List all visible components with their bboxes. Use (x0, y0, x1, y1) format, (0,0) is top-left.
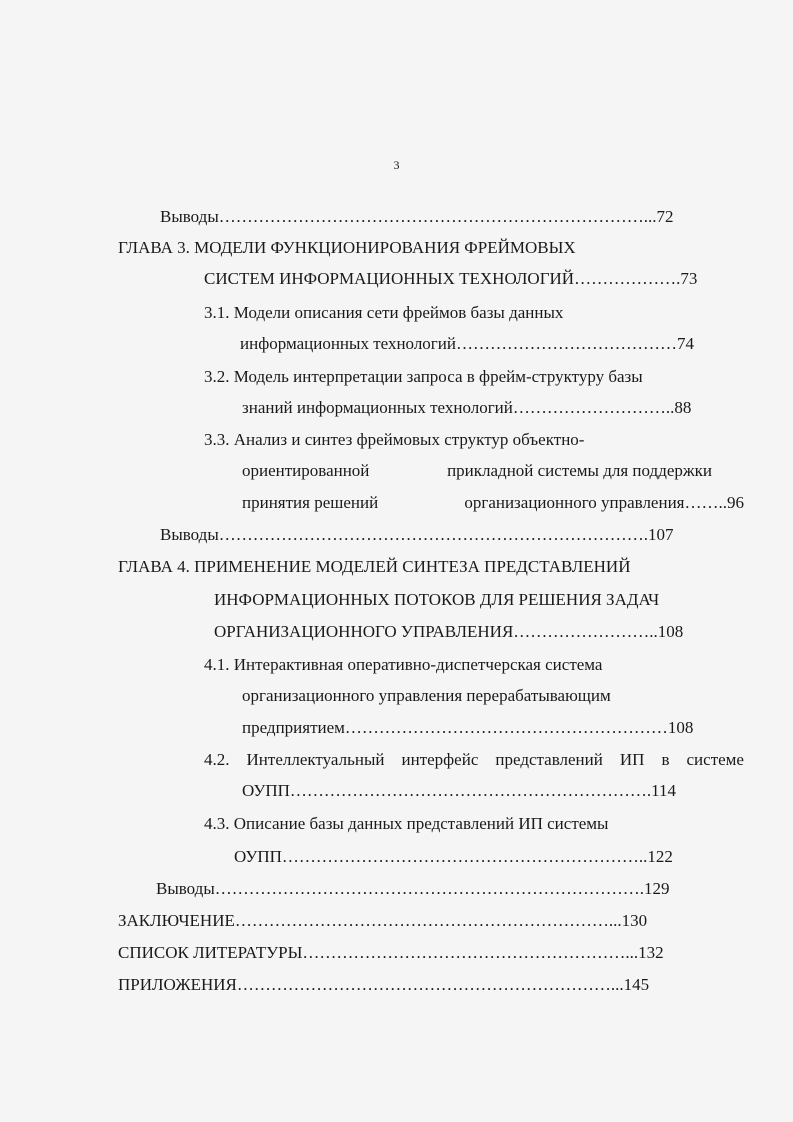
toc-chapter-4-title-line-1 (118, 555, 630, 579)
toc-entry-text: ПРИЛОЖЕНИЯ…………………………………………………………...145 (118, 975, 650, 994)
toc-entry-text: ЗАКЛЮЧЕНИЕ…………………………………………………………...130 (118, 911, 648, 930)
toc-entry-text: прикладной системы для поддержки (447, 461, 712, 480)
toc-entry-text: ОРГАНИЗАЦИОННОГО УПРАВЛЕНИЯ……………………..108 (214, 622, 684, 641)
toc-section-4-3-line-1 (204, 812, 608, 836)
toc-entry-text: знаний информационных технологий………………………..88 (242, 398, 692, 417)
toc-entry-vyvody-ch2 (160, 205, 746, 229)
page-number: 3 (393, 158, 400, 172)
toc-entry-text: системе (686, 750, 744, 769)
toc-entry-text: 3.3. Анализ и синтез фреймовых структур объектно- (204, 430, 585, 449)
toc-entry-text: ОУПП………………………………………………………..122 (234, 847, 673, 866)
toc-entry-text: организационного управления перерабатывающим (242, 686, 611, 705)
toc-entry-text: 4.3. Описание базы данных представлений ИП системы (204, 814, 609, 833)
toc-chapter-4-title-line-3 (214, 620, 683, 644)
toc-section-3-1-line-1 (204, 301, 563, 325)
toc-entry-vyvody-ch3 (160, 523, 674, 547)
toc-section-4-1-line-3 (242, 716, 693, 740)
toc-chapter-3-title-line-1 (118, 236, 576, 260)
toc-entry-text: информационных технологий…………………………………74 (240, 334, 694, 353)
toc-section-3-3-line-2 (242, 459, 712, 483)
toc-entry-text: Выводы………………………………………………………………….129 (156, 879, 670, 898)
toc-chapter-3-title-line-2 (204, 267, 697, 291)
toc-section-3-3-line-3 (242, 491, 744, 515)
toc-entry-conclusion (118, 909, 647, 933)
toc-entry-text: Интеллектуальный (246, 750, 385, 769)
toc-entry-text: СИСТЕМ ИНФОРМАЦИОННЫХ ТЕХНОЛОГИЙ……………….73 (204, 269, 698, 288)
toc-entry-text: Выводы…………………………………………………………………...72 (160, 207, 674, 226)
toc-section-4-3-line-2 (234, 845, 673, 869)
toc-section-3-2-line-2 (242, 396, 691, 420)
toc-entry-text: предприятием…………………………………………………108 (242, 718, 694, 737)
toc-entry-vyvody-ch4 (156, 877, 670, 901)
toc-entry-text: ИНФОРМАЦИОННЫХ ПОТОКОВ ДЛЯ РЕШЕНИЯ ЗАДАЧ (214, 590, 660, 609)
toc-entry-text: 4.1. Интерактивная оперативно-диспетчерская система (204, 655, 603, 674)
toc-entry-text: ГЛАВА 4. ПРИМЕНЕНИЕ МОДЕЛЕЙ СИНТЕЗА ПРЕДСТАВЛЕНИЙ (118, 557, 631, 576)
toc-entry-text: ИП (619, 750, 645, 769)
toc-entry-text: 4.2. (204, 750, 230, 769)
toc-entry-text: ОУПП……………………………………………………….114 (242, 781, 677, 800)
toc-section-3-2-line-1 (204, 365, 643, 389)
toc-section-4-2-line-1 (204, 748, 744, 772)
toc-section-3-1-line-2 (240, 332, 694, 356)
toc-entry-text: 3.1. Модели описания сети фреймов базы данных (204, 303, 564, 322)
toc-entry-text: ГЛАВА 3. МОДЕЛИ ФУНКЦИОНИРОВАНИЯ ФРЕЙМОВЫХ (118, 238, 576, 257)
toc-section-4-1-line-2 (242, 684, 611, 708)
toc-entry-text: представлений (495, 750, 603, 769)
toc-entry-text: Выводы………………………………………………………………….107 (160, 525, 674, 544)
toc-entry-appendices (118, 973, 649, 997)
toc-section-3-3-line-1 (204, 428, 584, 452)
toc-entry-text: принятия решений (242, 493, 379, 512)
toc-entry-text: СПИСОК ЛИТЕРАТУРЫ…………………………………………………...132 (118, 943, 664, 962)
toc-entry-text: в (661, 750, 670, 769)
toc-entry-text: ориентированной (242, 461, 370, 480)
toc-entry-text: интерфейс (401, 750, 479, 769)
toc-chapter-4-title-line-2 (214, 588, 659, 612)
toc-entry-text: организационного управления……..96 (464, 493, 744, 512)
toc-entry-references (118, 941, 664, 965)
toc-section-4-2-line-2 (242, 779, 676, 803)
toc-section-4-1-line-1 (204, 653, 602, 677)
toc-entry-text: 3.2. Модель интерпретации запроса в фрейм-структуру базы (204, 367, 643, 386)
